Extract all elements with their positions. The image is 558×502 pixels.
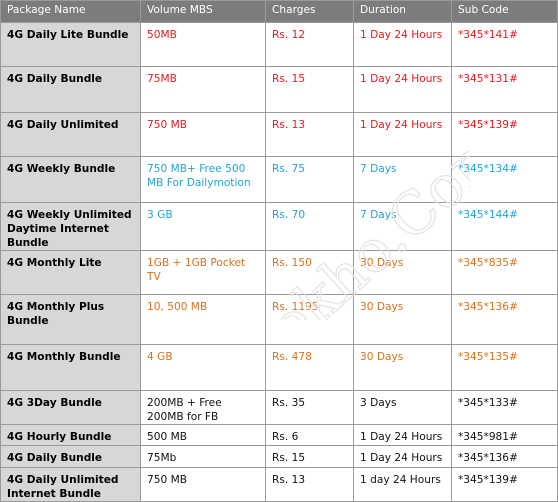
header-charges: Charges [266, 1, 354, 23]
sub-code-cell: *345*981# [452, 425, 558, 446]
sub-code-cell: *345*139# [452, 113, 558, 157]
charges-cell: Rs. 75 [266, 157, 354, 203]
duration-cell: 7 Days [354, 157, 452, 203]
duration-cell: 30 Days [354, 345, 452, 391]
duration-cell: 1 Day 24 Hours [354, 446, 452, 468]
sub-code-cell: *345*133# [452, 391, 558, 425]
table-row [1, 425, 558, 446]
table-row [1, 295, 558, 345]
charges-cell: Rs. 12 [266, 23, 354, 67]
duration-cell: 1 Day 24 Hours [354, 23, 452, 67]
duration-cell: 3 Days [354, 391, 452, 425]
charges-cell: Rs. 13 [266, 468, 354, 502]
header-row [1, 1, 558, 23]
package-name-cell: 4G Daily Bundle [1, 446, 141, 468]
package-name-cell: 4G Monthly Lite [1, 251, 141, 295]
header-duration: Duration [354, 1, 452, 23]
duration-cell: 7 Days [354, 203, 452, 251]
volume-cell: 10, 500 MB [141, 295, 266, 345]
package-name-cell: 4G Weekly Bundle [1, 157, 141, 203]
sub-code-cell: *345*141# [452, 23, 558, 67]
package-name-cell: 4G Weekly Unlimited Daytime Internet Bundle [1, 203, 141, 251]
charges-cell: Rs. 15 [266, 67, 354, 113]
table-row [1, 251, 558, 295]
charges-cell: Rs. 478 [266, 345, 354, 391]
header-package-name: Package Name [1, 1, 141, 23]
table-row [1, 67, 558, 113]
table-row [1, 468, 558, 502]
package-name-cell: 4G Daily Unlimited Internet Bundle [1, 468, 141, 502]
charges-cell: Rs. 13 [266, 113, 354, 157]
package-name-cell: 4G Monthly Plus Bundle [1, 295, 141, 345]
sub-code-cell: *345*134# [452, 157, 558, 203]
volume-cell: 3 GB [141, 203, 266, 251]
table-row [1, 113, 558, 157]
volume-cell: 750 MB+ Free 500 MB For Dailymotion [141, 157, 266, 203]
duration-cell: 1 day 24 Hours [354, 468, 452, 502]
header-volume: Volume MBS [141, 1, 266, 23]
volume-cell: 750 MB [141, 113, 266, 157]
package-name-cell: 4G Monthly Bundle [1, 345, 141, 391]
charges-cell: Rs. 1195 [266, 295, 354, 345]
volume-cell: 50MB [141, 23, 266, 67]
volume-cell: 500 MB [141, 425, 266, 446]
charges-cell: Rs. 150 [266, 251, 354, 295]
volume-cell: 750 MB [141, 468, 266, 502]
volume-cell: 200MB + Free 200MB for FB [141, 391, 266, 425]
table-row [1, 345, 558, 391]
table-body [1, 23, 558, 502]
volume-cell: 75Mb [141, 446, 266, 468]
charges-cell: Rs. 70 [266, 203, 354, 251]
duration-cell: 1 Day 24 Hours [354, 113, 452, 157]
charges-cell: Rs. 35 [266, 391, 354, 425]
package-name-cell: 4G Daily Bundle [1, 67, 141, 113]
volume-cell: 1GB + 1GB Pocket TV [141, 251, 266, 295]
sub-code-cell: *345*136# [452, 295, 558, 345]
charges-cell: Rs. 6 [266, 425, 354, 446]
volume-cell: 4 GB [141, 345, 266, 391]
package-name-cell: 4G Hourly Bundle [1, 425, 141, 446]
duration-cell: 1 Day 24 Hours [354, 425, 452, 446]
sub-code-cell: *345*135# [452, 345, 558, 391]
table-row [1, 391, 558, 425]
sub-code-cell: *345*139# [452, 468, 558, 502]
package-name-cell: 4G 3Day Bundle [1, 391, 141, 425]
package-name-cell: 4G Daily Unlimited [1, 113, 141, 157]
package-name-cell: 4G Daily Lite Bundle [1, 23, 141, 67]
duration-cell: 30 Days [354, 295, 452, 345]
header-sub-code: Sub Code [452, 1, 558, 23]
table-row [1, 446, 558, 468]
duration-cell: 1 Day 24 Hours [354, 67, 452, 113]
duration-cell: 30 Days [354, 251, 452, 295]
sub-code-cell: *345*136# [452, 446, 558, 468]
table-row [1, 203, 558, 251]
sub-code-cell: *345*131# [452, 67, 558, 113]
volume-cell: 75MB [141, 67, 266, 113]
sub-code-cell: *345*835# [452, 251, 558, 295]
sub-code-cell: *345*144# [452, 203, 558, 251]
charges-cell: Rs. 15 [266, 446, 354, 468]
table-row [1, 23, 558, 67]
table-row [1, 157, 558, 203]
